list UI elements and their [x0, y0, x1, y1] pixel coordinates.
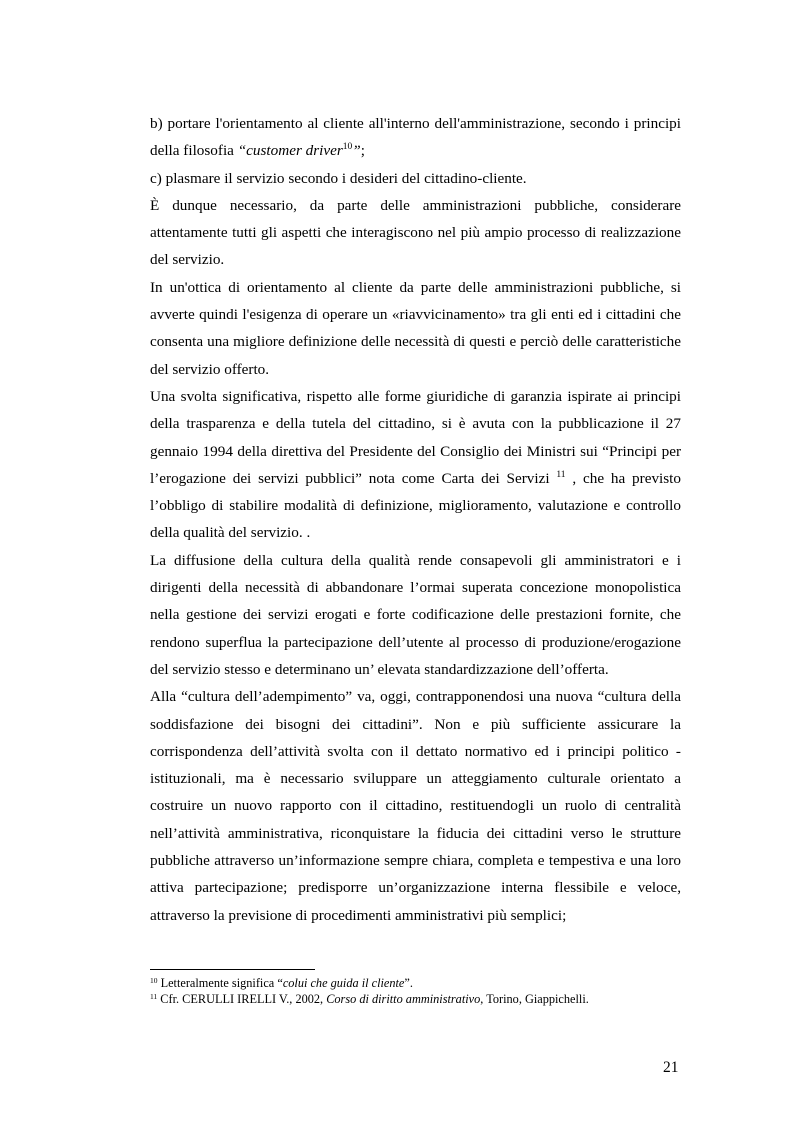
- paragraph: Alla “cultura dell’adempimento” va, oggi, contrapponendosi una nuova “cultura della soddisfazione dei bisogni dei cittadini”. Non e più sufficiente assicurare la corrispondenza dell’attività svolta con il dettato normativo ed i principi politico - istituzionali, ma è necessario sviluppare un atteggiamento culturale orientato a costruire un nuovo rapporto con il cittadino, restituendogli un ruolo di centralità nell’attività amministrativa, riconquistare la fiducia dei cittadini verso le strutture pubbliche attraverso un’informazione sempre chiara, completa e tempestiva e una loro attiva partecipazione; predisporre un’organizzazione interna flessibile e veloce, attraverso la previsione di procedimenti amministrativi più semplici;: [150, 688, 681, 924]
- body-text: [150, 110, 681, 929]
- page-number: 21: [663, 1059, 679, 1076]
- footnote-11: $^{11}$ Cfr. CERULLI IRELLI V., 2002, Corso di diritto amministrativo, Torino, Giappichelli.: [150, 992, 589, 1006]
- footnote-ref-11: 11: [556, 469, 566, 480]
- paragraph-carta-servizi: Una svolta significativa, rispetto alle forme giuridiche di garanzia ispirate ai principi della trasparenza e della tutela del cittadino, si è avuta con la pubblicazione il 27 gennaio 1994 della direttiva del Presidente del Consiglio dei Ministri sui “Principi per l’erogazione dei servizi pubblici” nota come Carta dei Servizi $^{11}$ , che ha previsto l’obbligo di stabilire modalità di definizione, miglioramento, valutazione e controllo della qualità del servizio. .: [150, 387, 681, 542]
- paragraph: È dunque necessario, da parte delle amministrazioni pubbliche, considerare attentamente tutti gli aspetti che interagiscono nel più ampio processo di realizzazione del servizio.: [150, 196, 681, 269]
- paragraph-customer-driver: b) portare l'orientamento al cliente all'interno dell'amministrazione, secondo i principi della filosofia “customer driver$^{10}$”;: [150, 115, 681, 160]
- footnotes: [150, 975, 690, 1007]
- footnote-10: $^{10}$ Letteralmente significa “colui che guida il cliente”.: [150, 976, 413, 990]
- footnote-ref-10: 10: [342, 142, 353, 153]
- paragraph: La diffusione della cultura della qualità rende consapevoli gli amministratori e i dirigenti della necessità di abbandonare l’ormai superata concezione monopolistica nella gestione dei servizi erogati e forte codificazione delle prestazioni fornite, che rendono superflua la partecipazione dell’utente al processo di produzione/erogazione del servizio stesso e determinano un’ elevata standardizzazione dell’offerta.: [150, 551, 681, 678]
- customer-driver-term: “customer driver: [237, 142, 343, 160]
- paragraph: c) plasmare il servizio secondo i desideri del cittadino-cliente.: [150, 169, 527, 187]
- footnote-separator: [150, 969, 315, 970]
- paragraph: In un'ottica di orientamento al cliente da parte delle amministrazioni pubbliche, si avverte quindi l'esigenza di operare un «riavvicinamento» tra gli enti ed i cittadini che consenta una migliore definizione delle necessità di questi e perciò delle caratteristiche del servizio offerto.: [150, 278, 681, 378]
